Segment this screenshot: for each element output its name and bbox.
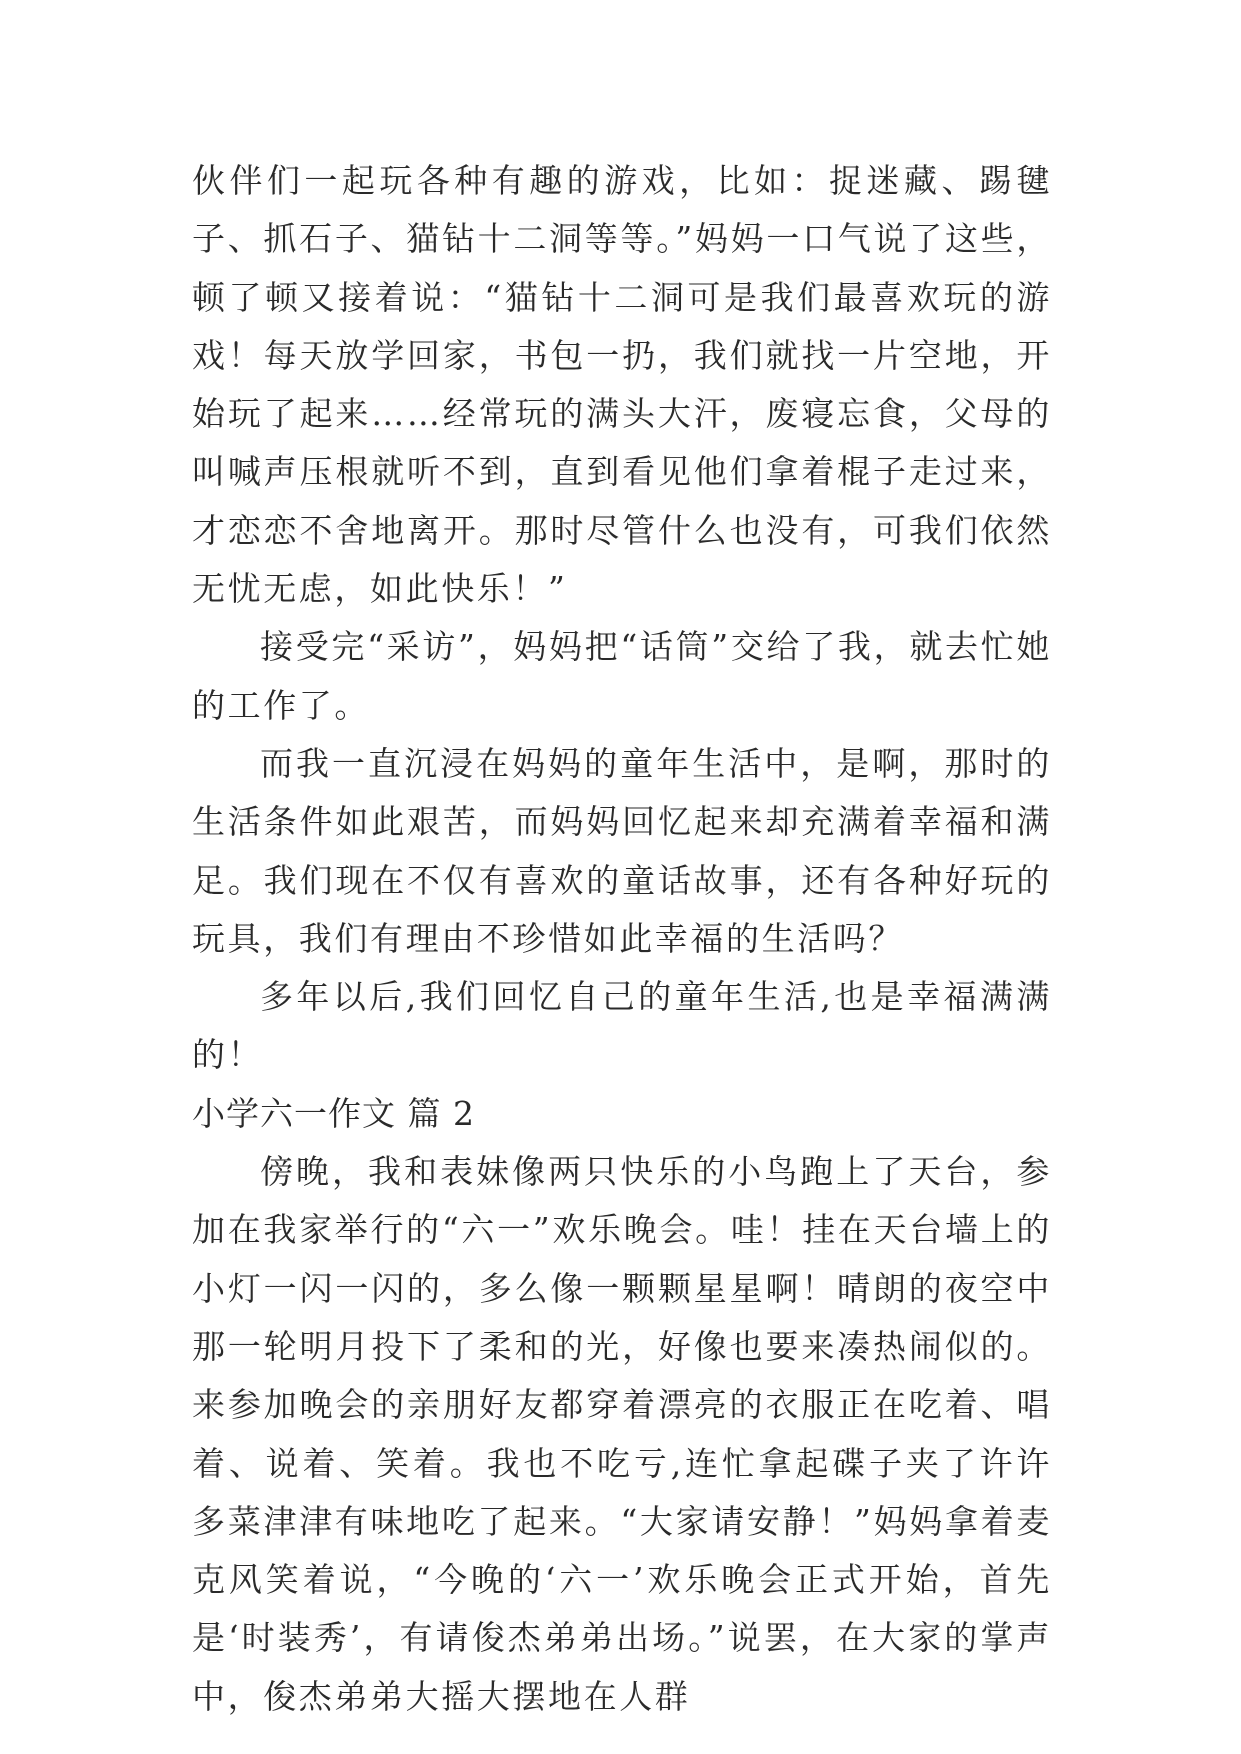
paragraph-2: 接受完“采访”，妈妈把“话筒”交给了我，就去忙她的工作了。 <box>192 627 1052 725</box>
paragraph-4: 多年以后,我们回忆自己的童年生活,也是幸福满满的！ <box>192 977 1052 1075</box>
document-body <box>192 152 1052 1726</box>
section-title: 小学六一作文 篇 2 <box>192 1093 475 1133</box>
paragraph-1: 伙伴们一起玩各种有趣的游戏，比如：捉迷藏、踢毽子、抓石子、猫钻十二洞等等。”妈妈一口气说了这些，顿了顿又接着说：“猫钻十二洞可是我们最喜欢玩的游戏！每天放学回家，书包一扔，我们就找一片空地，开始玩了起来……经常玩的满头大汗，废寝忘食，父母的叫喊声压根就听不到，直到看见他们拿着棍子走过来，才恋恋不舍地离开。那时尽管什么也没有，可我们依然无忧无虑，如此快乐！” <box>192 161 1052 609</box>
paragraph-5: 傍晚，我和表妹像两只快乐的小鸟跑上了天台，参加在我家举行的“六一”欢乐晚会。哇！挂在天台墙上的小灯一闪一闪的，多么像一颗颗星星啊！晴朗的夜空中那一轮明月投下了柔和的光，好像也要来凑热闹似的。来参加晚会的亲朋好友都穿着漂亮的衣服正在吃着、唱着、说着、笑着。我也不吃亏,连忙拿起碟子夹了许许多菜津津有味地吃了起来。“大家请安静！”妈妈拿着麦克风笑着说，“今晚的‘六一’欢乐晚会正式开始，首先是‘时装秀’，有请俊杰弟弟出场。”说罢，在大家的掌声中，俊杰弟弟大摇大摆地在人群 <box>192 1152 1052 1716</box>
paragraph-3: 而我一直沉浸在妈妈的童年生活中，是啊，那时的生活条件如此艰苦，而妈妈回忆起来却充满着幸福和满足。我们现在不仅有喜欢的童话故事，还有各种好玩的玩具，我们有理由不珍惜如此幸福的生活吗？ <box>192 743 1052 958</box>
